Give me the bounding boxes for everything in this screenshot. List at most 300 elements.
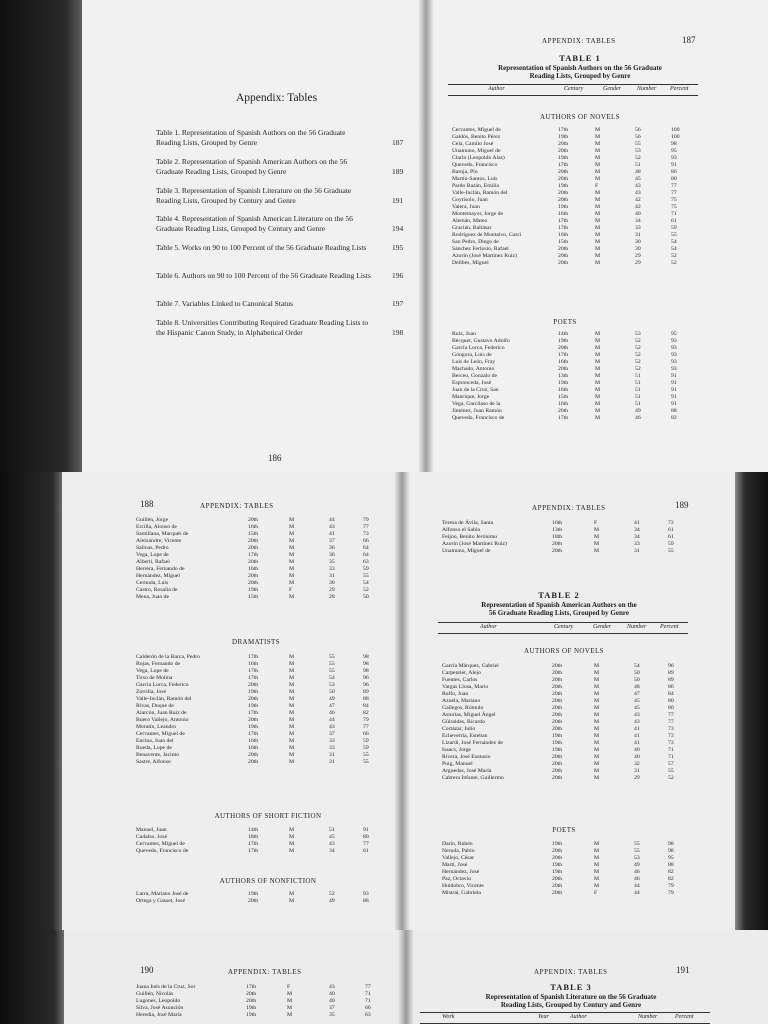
century: 20th (552, 855, 563, 861)
number: 45 (329, 834, 335, 840)
author-name: Cervantes, Miguel de (136, 841, 185, 847)
toc-entry-text: Table 4. Representation of Spanish American Literature on the 56 Graduate Reading Lists, Grouped by Century and Genre (156, 214, 353, 233)
century: 17th (248, 710, 259, 716)
gender: M (289, 752, 295, 758)
running-head: APPENDIX: TABLES (542, 37, 616, 45)
page-189 (404, 472, 734, 930)
gender: M (594, 698, 600, 704)
century: 17th (248, 552, 259, 558)
gender: M (595, 134, 601, 140)
century: 16th (248, 566, 259, 572)
number: 37 (329, 731, 335, 737)
number: 43 (634, 712, 640, 718)
percent: 89 (668, 670, 674, 676)
percent: 93 (363, 891, 369, 897)
table-title-line: Reading Lists, Grouped by Genre (529, 71, 631, 80)
century: 19th (558, 183, 569, 189)
century: 17th (558, 225, 569, 231)
number: 44 (329, 717, 335, 723)
toc-page-number: 187 (392, 138, 404, 147)
percent: 96 (668, 663, 674, 669)
percent: 77 (671, 183, 677, 189)
number: 48 (635, 169, 641, 175)
number: 44 (634, 883, 640, 889)
percent: 71 (668, 747, 674, 753)
gender: M (289, 717, 295, 723)
century: 20th (246, 998, 257, 1004)
percent: 52 (668, 775, 674, 781)
number: 53 (635, 148, 641, 154)
century: 20th (552, 677, 563, 683)
author-name: Heredia, José María (136, 1012, 182, 1018)
century: 19th (248, 891, 259, 897)
header-work: Work (442, 1014, 455, 1020)
number: 54 (634, 663, 640, 669)
author-name: Sastre, Alfonso (136, 759, 171, 765)
author-name: Calderón de la Barca, Pedro (136, 654, 200, 660)
century: 19th (558, 155, 569, 161)
gender: M (289, 654, 295, 660)
gender: M (289, 731, 295, 737)
number: 44 (329, 517, 335, 523)
number: 34 (329, 848, 335, 854)
percent: 77 (668, 712, 674, 718)
number: 51 (635, 387, 641, 393)
section-heading: POETS (552, 826, 576, 834)
author-name: Pardo Bazán, Emilia (452, 183, 499, 189)
percent: 75 (671, 197, 677, 203)
century: 19th (558, 204, 569, 210)
century: 20th (248, 717, 259, 723)
number: 50 (329, 689, 335, 695)
gender: M (594, 733, 600, 739)
gender: M (594, 768, 600, 774)
author-name: Guillén, Nicolás (136, 991, 174, 997)
century: 20th (552, 684, 563, 690)
century: 20th (248, 559, 259, 565)
author-name: Encina, Juan del (136, 738, 174, 744)
percent: 57 (668, 761, 674, 767)
folio-186: 186 (268, 453, 282, 463)
number: 35 (329, 1012, 335, 1018)
gender: M (594, 775, 600, 781)
percent: 96 (363, 675, 369, 681)
author-name: Feijoo, Benito Jerónimo (442, 534, 498, 540)
author-name: Cabrera Infante, Guillermo (442, 775, 504, 781)
author-name: Galdós, Benito Pérez (452, 134, 501, 140)
gender: M (594, 740, 600, 746)
percent: 93 (671, 155, 677, 161)
toc-page-number: 198 (392, 328, 404, 337)
number: 31 (329, 573, 335, 579)
percent: 52 (671, 253, 677, 259)
author-name: Güiraldes, Ricardo (442, 719, 485, 725)
percent: 95 (671, 331, 677, 337)
author-name: Juan de la Cruz, San (452, 387, 499, 393)
number: 55 (329, 661, 335, 667)
page-190 (66, 930, 404, 1024)
author-name: Fuentes, Carlos (442, 677, 478, 683)
percent: 77 (363, 841, 369, 847)
author-name: Juana Inés de la Cruz, Sor (136, 984, 196, 990)
century: 20th (552, 663, 563, 669)
gender: M (289, 724, 295, 730)
gender: M (289, 745, 295, 751)
percent: 63 (365, 1012, 371, 1018)
header-century: Century (564, 86, 584, 92)
number: 30 (635, 239, 641, 245)
appendix-title: Appendix: Tables (236, 92, 318, 104)
gender: M (594, 527, 600, 533)
century: 20th (558, 253, 569, 259)
century: 19th (246, 1005, 257, 1011)
gender: M (595, 162, 601, 168)
author-name: Puig, Manuel (442, 761, 473, 767)
number: 43 (329, 841, 335, 847)
toc-page-number: 196 (392, 271, 404, 280)
century: 19th (552, 747, 563, 753)
gender: M (595, 155, 601, 161)
number: 51 (329, 827, 335, 833)
gender: M (287, 1012, 293, 1018)
gender: F (287, 984, 291, 990)
number: 43 (329, 524, 335, 530)
table-title-line: Reading Lists, Grouped by Century and Genre (500, 1000, 642, 1009)
gender: M (595, 373, 601, 379)
percent: 98 (363, 654, 369, 660)
scan-edge-left (0, 0, 82, 472)
century: 16th (248, 738, 259, 744)
century: 18th (552, 534, 563, 540)
author-name: Berceo, Gonzalo de (452, 373, 498, 379)
number: 51 (635, 380, 641, 386)
author-name: Bécquer, Gustavo Adolfo (452, 338, 510, 344)
percent: 63 (363, 559, 369, 565)
century: 19th (552, 862, 563, 868)
number: 45 (635, 176, 641, 182)
table-title-line: Representation of Spanish American Authors on the (481, 600, 637, 609)
century: 20th (558, 345, 569, 351)
century: 20th (552, 754, 563, 760)
gender: M (289, 668, 295, 674)
percent: 71 (671, 211, 677, 217)
number: 49 (329, 898, 335, 904)
table-3-title (426, 983, 716, 1009)
header-number: Number (637, 86, 657, 92)
percent: 55 (363, 573, 369, 579)
percent: 73 (363, 531, 369, 537)
number: 40 (634, 747, 640, 753)
gender: F (595, 183, 599, 189)
gender: M (595, 352, 601, 358)
century: 19th (552, 841, 563, 847)
page-191 (406, 930, 768, 1024)
percent: 52 (363, 587, 369, 593)
toc-entry-text: Table 3. Representation of Spanish Literature on the 56 Graduate Reading Lists, Grouped by Century and Genre (156, 186, 352, 205)
toc-page-number: 189 (392, 167, 404, 176)
author-name: Cernuda, Luis (136, 580, 169, 586)
percent: 91 (671, 162, 677, 168)
century: 17th (248, 675, 259, 681)
percent: 55 (668, 768, 674, 774)
percent: 77 (363, 524, 369, 530)
gender: M (594, 684, 600, 690)
percent: 73 (668, 733, 674, 739)
percent: 88 (671, 408, 677, 414)
gender: M (594, 670, 600, 676)
century: 17th (558, 127, 569, 133)
number: 32 (634, 761, 640, 767)
percent: 100 (671, 134, 680, 140)
author-name: Benavente, Jacinto (136, 752, 179, 758)
section-heading: POETS (553, 318, 577, 326)
gender: M (595, 190, 601, 196)
running-head: APPENDIX: TABLES (200, 502, 274, 510)
percent: 79 (668, 890, 674, 896)
gender: M (289, 703, 295, 709)
number: 29 (329, 587, 335, 593)
author-name: Machado, Antonio (452, 366, 495, 372)
century: 19th (552, 733, 563, 739)
table-title-line: Representation of Spanish Authors on the 56 Graduate (498, 63, 662, 72)
author-name: Sánchez Ferlosio, Rafael (452, 246, 509, 252)
percent: 82 (671, 415, 677, 421)
author-name: Ruiz, Juan (452, 331, 477, 337)
number: 55 (635, 141, 641, 147)
author-name: Huidobro, Vicente (442, 883, 484, 889)
percent: 73 (668, 740, 674, 746)
gender: M (595, 394, 601, 400)
percent: 79 (363, 717, 369, 723)
scan-edge-right (735, 472, 768, 930)
century: 19th (248, 703, 259, 709)
gender: M (289, 566, 295, 572)
percent: 71 (365, 991, 371, 997)
number: 45 (634, 705, 640, 711)
gender: M (289, 738, 295, 744)
percent: 98 (363, 661, 369, 667)
percent: 80 (668, 698, 674, 704)
gender: M (594, 548, 600, 554)
century: 20th (248, 759, 259, 765)
gender: M (595, 225, 601, 231)
number: 40 (635, 211, 641, 217)
toc-page-number: 195 (392, 243, 404, 252)
century: 20th (558, 260, 569, 266)
century: 14th (248, 827, 259, 833)
author-name: Unamuno, Miguel de (442, 548, 491, 554)
percent: 82 (668, 876, 674, 882)
author-name: Salinas, Pedro (136, 545, 169, 551)
percent: 55 (363, 752, 369, 758)
author-name: Moratín, Leandro (136, 724, 177, 730)
number: 43 (329, 724, 335, 730)
number: 51 (635, 162, 641, 168)
author-name: Cela, Camilo José (452, 141, 494, 147)
percent: 91 (671, 380, 677, 386)
century: 20th (248, 545, 259, 551)
table-title-line: Representation of Spanish Literature on the 56 Graduate (485, 992, 657, 1001)
number: 46 (634, 876, 640, 882)
number: 30 (635, 246, 641, 252)
gender: M (289, 580, 295, 586)
author-name: Vargas Llosa, Mario (442, 684, 489, 690)
century: 20th (558, 366, 569, 372)
century: 16th (558, 211, 569, 217)
percent: 100 (671, 127, 680, 133)
gender: M (595, 401, 601, 407)
author-name: Castro, Rosalía de (136, 587, 178, 593)
table-header (420, 1012, 710, 1024)
author-name: Lizardi, José Fernández de (442, 740, 503, 746)
century: 16th (558, 359, 569, 365)
century: 20th (248, 752, 259, 758)
century: 17th (248, 668, 259, 674)
century: 19th (248, 689, 259, 695)
author-name: Manuel, Juan (136, 827, 167, 833)
gender: M (594, 848, 600, 854)
number: 52 (635, 352, 641, 358)
century: 20th (552, 848, 563, 854)
number: 48 (634, 684, 640, 690)
gender: M (594, 712, 600, 718)
century: 15th (248, 594, 259, 600)
header-number: Number (627, 624, 647, 630)
author-name: Asturias, Miguel Ángel (442, 712, 496, 718)
header-author: Author (480, 624, 497, 630)
gender: F (289, 587, 293, 593)
table-2-title (434, 591, 684, 617)
gender: M (595, 148, 601, 154)
number: 37 (329, 538, 335, 544)
gender: M (594, 534, 600, 540)
number: 33 (634, 541, 640, 547)
gender: M (595, 345, 601, 351)
century: 20th (552, 548, 563, 554)
author-name: Quevedo, Francisco (452, 162, 498, 168)
number: 29 (635, 260, 641, 266)
author-name: Silva, José Asunción (136, 1005, 184, 1011)
gender: M (289, 710, 295, 716)
gender: M (289, 517, 295, 523)
gender: M (289, 759, 295, 765)
author-name: Hernández, José (442, 869, 480, 875)
percent: 55 (668, 548, 674, 554)
percent: 50 (363, 594, 369, 600)
number: 52 (635, 366, 641, 372)
number: 41 (634, 520, 640, 526)
century: 20th (552, 775, 563, 781)
gender: M (595, 141, 601, 147)
author-name: Martí, José (442, 862, 468, 868)
author-name: Cervantes, Miguel de (136, 731, 185, 737)
percent: 80 (671, 176, 677, 182)
author-name: Alarcón, Juan Ruiz de (136, 710, 187, 716)
century: 20th (552, 705, 563, 711)
percent: 98 (668, 841, 674, 847)
author-name: Unamuno, Miguel de (452, 148, 501, 154)
author-name: Alemán, Mateo (452, 218, 488, 224)
number: 46 (635, 415, 641, 421)
author-name: Azorín (José Martínez Ruiz) (442, 541, 507, 547)
section-heading: DRAMATISTS (232, 638, 280, 646)
number: 51 (635, 373, 641, 379)
author-name: Cervantes, Miguel de (452, 127, 501, 133)
percent: 84 (363, 703, 369, 709)
toc-entry-text: Table 6. Authors on 90 to 100 Percent of the 56 Graduate Reading Lists (156, 271, 371, 280)
gender: M (289, 696, 295, 702)
gender: M (594, 691, 600, 697)
number: 41 (634, 726, 640, 732)
percent: 93 (671, 345, 677, 351)
percent: 59 (363, 745, 369, 751)
running-head: APPENDIX: TABLES (532, 504, 606, 512)
century: 20th (552, 670, 563, 676)
percent: 54 (671, 246, 677, 252)
number: 52 (635, 155, 641, 161)
century: 16th (552, 520, 563, 526)
number: 42 (635, 197, 641, 203)
header-percent: Percent (675, 1014, 694, 1020)
author-name: Valle-Inclán, Ramón del (136, 696, 192, 702)
header-percent: Percent (670, 86, 689, 92)
header-percent: Percent (660, 624, 679, 630)
gender: M (595, 359, 601, 365)
century: 20th (558, 169, 569, 175)
gender: M (595, 415, 601, 421)
section-heading: AUTHORS OF SHORT FICTION (214, 812, 322, 820)
author-name: Rojas, Fernando de (136, 661, 181, 667)
century: 19th (246, 1012, 257, 1018)
number: 47 (329, 703, 335, 709)
header-gender: Gender (603, 86, 621, 92)
century: 19th (248, 724, 259, 730)
century: 17th (248, 654, 259, 660)
gender: M (595, 204, 601, 210)
percent: 55 (363, 759, 369, 765)
toc-entry-text: Table 1. Representation of Spanish Authors on the 56 Graduate Reading Lists, Grouped by Genre (156, 128, 346, 147)
percent: 82 (668, 869, 674, 875)
gender: M (595, 260, 601, 266)
century: 15th (248, 531, 259, 537)
gender: M (594, 541, 600, 547)
percent: 59 (363, 566, 369, 572)
number: 55 (634, 841, 640, 847)
century: 20th (558, 197, 569, 203)
number: 41 (634, 733, 640, 739)
percent: 75 (671, 204, 677, 210)
number: 40 (329, 991, 335, 997)
author-name: Herrera, Fernando de (136, 566, 185, 572)
spread-190-191 (0, 930, 768, 1024)
gender: M (289, 891, 295, 897)
gender: M (289, 531, 295, 537)
gender: M (595, 253, 601, 259)
gender: M (594, 754, 600, 760)
number: 50 (634, 670, 640, 676)
author-name: Gracián, Baltásar (452, 225, 492, 231)
toc-page-number: 197 (392, 299, 404, 308)
author-name: Santillana, Marqués de (136, 531, 189, 537)
author-name: Rivera, José Eustasio (442, 754, 491, 760)
author-name: Zorrilla, José (136, 689, 167, 695)
header-number: Number (638, 1014, 658, 1020)
percent: 88 (363, 898, 369, 904)
percent: 93 (671, 359, 677, 365)
running-head: APPENDIX: TABLES (228, 968, 302, 976)
percent: 93 (671, 352, 677, 358)
percent: 77 (671, 190, 677, 196)
